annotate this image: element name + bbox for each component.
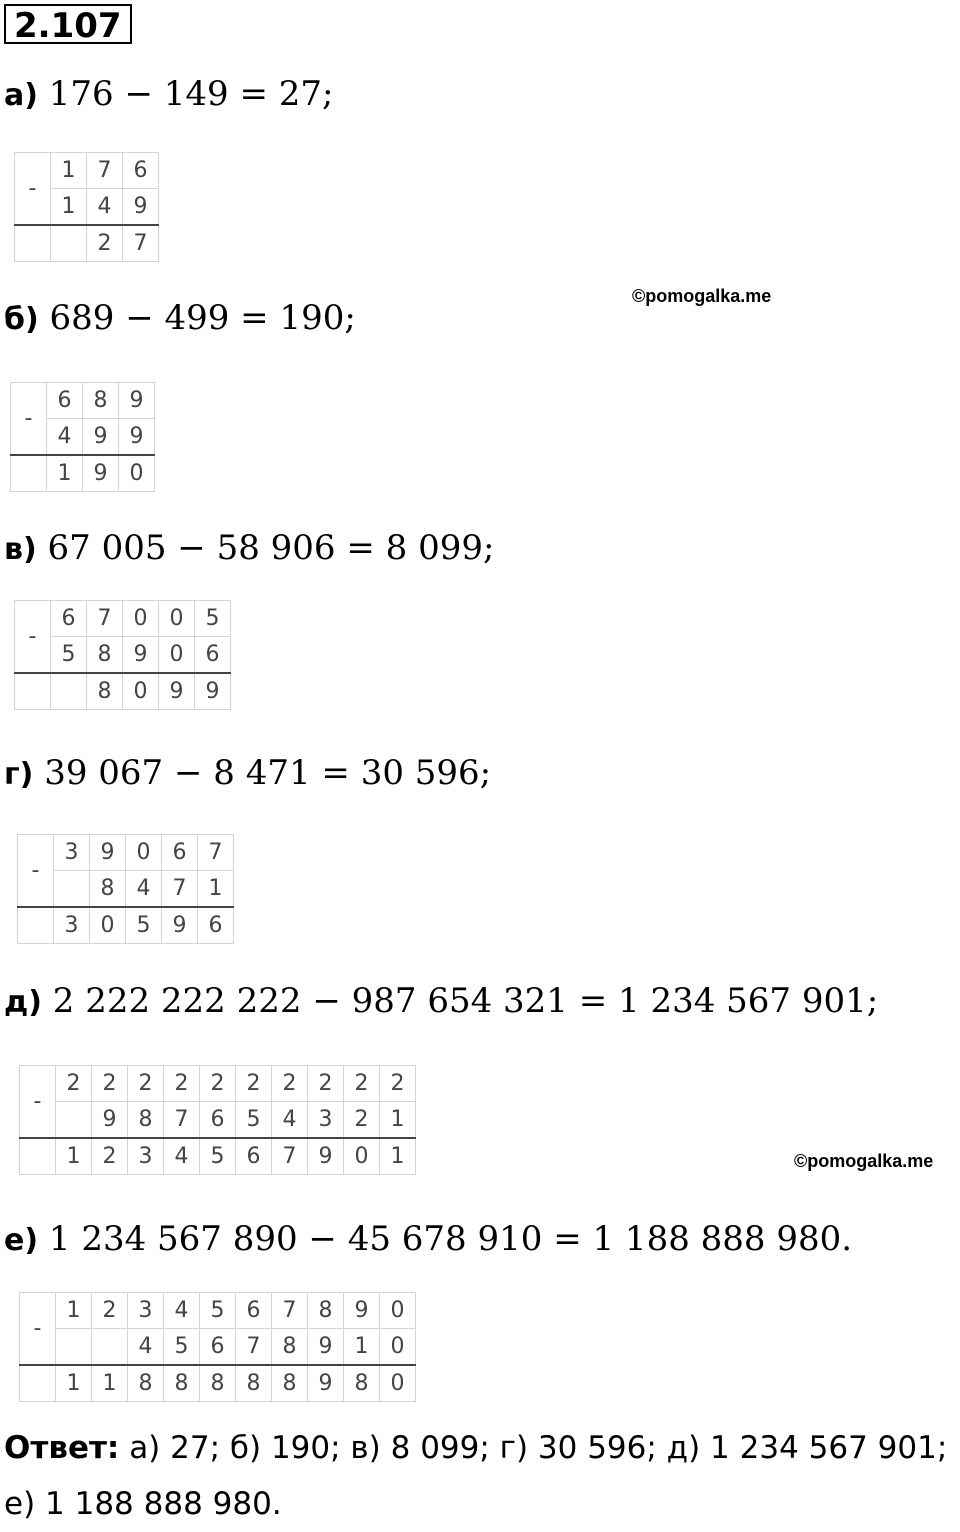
grid-digit: 4 xyxy=(47,419,83,456)
grid-digit: 1 xyxy=(56,1365,92,1402)
item-label: а) xyxy=(4,78,38,113)
grid-digit: 2 xyxy=(308,1066,344,1102)
grid-digit xyxy=(56,1102,92,1139)
grid-digit: 9 xyxy=(119,419,155,456)
answer-label: Ответ: xyxy=(4,1430,120,1466)
grid-digit: 8 xyxy=(200,1365,236,1402)
minus-sign: - xyxy=(11,383,47,456)
grid-digit: 6 xyxy=(47,383,83,419)
grid-cell-empty xyxy=(20,1138,56,1175)
grid-cell-empty xyxy=(18,907,54,944)
grid-digit: 9 xyxy=(123,189,159,226)
grid-cell-empty xyxy=(11,455,47,492)
grid-digit: 2 xyxy=(92,1138,128,1175)
grid-digit: 0 xyxy=(159,637,195,674)
grid-digit: 2 xyxy=(56,1066,92,1102)
grid-digit: 0 xyxy=(123,601,159,637)
grid-digit: 1 xyxy=(198,871,234,908)
equation-e xyxy=(4,1219,852,1261)
grid-digit: 7 xyxy=(162,871,198,908)
grid-digit: 0 xyxy=(119,455,155,492)
grid-digit: 1 xyxy=(51,153,87,189)
equation-g xyxy=(4,753,491,795)
grid-digit: 1 xyxy=(47,455,83,492)
grid-row-result xyxy=(20,1365,416,1402)
grid-digit: 1 xyxy=(380,1138,416,1175)
grid-digit: 0 xyxy=(380,1293,416,1329)
problem-number: 2.107 xyxy=(4,4,132,44)
grid-digit: 1 xyxy=(380,1102,416,1139)
grid-digit: 7 xyxy=(272,1293,308,1329)
grid-digit: 8 xyxy=(272,1329,308,1366)
grid-digit: 5 xyxy=(195,601,231,637)
equation-text: 1 234 567 890 − 45 678 910 = 1 188 888 980. xyxy=(48,1219,853,1259)
grid-digit: 6 xyxy=(162,835,198,871)
grid-digit: 8 xyxy=(272,1365,308,1402)
item-label: д) xyxy=(4,985,42,1020)
grid-digit: 9 xyxy=(83,455,119,492)
grid-digit: 8 xyxy=(344,1365,380,1402)
grid-digit: 5 xyxy=(200,1138,236,1175)
subtraction-grid-g xyxy=(17,834,234,944)
grid-digit: 9 xyxy=(308,1138,344,1175)
grid-digit: 4 xyxy=(126,871,162,908)
subtraction-grid-d xyxy=(19,1065,416,1175)
item-label: в) xyxy=(4,532,37,567)
grid-digit: 8 xyxy=(87,673,123,710)
grid-digit: 2 xyxy=(128,1066,164,1102)
subtraction-grid-v xyxy=(14,600,231,710)
grid-digit: 2 xyxy=(92,1293,128,1329)
grid-digit: 3 xyxy=(308,1102,344,1139)
minus-sign: - xyxy=(20,1293,56,1366)
grid-digit: 7 xyxy=(164,1102,200,1139)
grid-digit: 4 xyxy=(272,1102,308,1139)
grid-digit: 1 xyxy=(56,1138,92,1175)
watermark: ©pomogalka.me xyxy=(632,286,772,306)
grid-digit: 8 xyxy=(128,1102,164,1139)
subtraction-grid-b xyxy=(10,382,155,492)
grid-digit: 9 xyxy=(308,1329,344,1366)
item-label: г) xyxy=(4,757,34,792)
grid-row-result xyxy=(15,673,231,710)
grid-digit: 0 xyxy=(380,1329,416,1366)
grid-digit xyxy=(51,673,87,710)
grid-digit: 8 xyxy=(236,1365,272,1402)
equation-v xyxy=(4,528,494,570)
equation-text: 689 − 499 = 190; xyxy=(49,298,356,338)
grid-digit: 8 xyxy=(164,1365,200,1402)
grid-digit: 6 xyxy=(198,907,234,944)
grid-digit: 1 xyxy=(344,1329,380,1366)
grid-digit: 3 xyxy=(54,907,90,944)
grid-digit: 8 xyxy=(128,1365,164,1402)
grid-digit: 9 xyxy=(123,637,159,674)
equation-a xyxy=(4,74,334,116)
grid-digit: 2 xyxy=(380,1066,416,1102)
grid-row-minuend xyxy=(20,1293,416,1329)
grid-digit: 9 xyxy=(195,673,231,710)
grid-digit: 2 xyxy=(344,1102,380,1139)
grid-digit: 2 xyxy=(272,1066,308,1102)
grid-digit: 4 xyxy=(164,1138,200,1175)
grid-digit: 1 xyxy=(51,189,87,226)
grid-row-minuend xyxy=(15,153,159,189)
grid-digit: 5 xyxy=(126,907,162,944)
grid-digit xyxy=(56,1329,92,1366)
grid-digit: 2 xyxy=(87,225,123,262)
grid-digit: 8 xyxy=(87,637,123,674)
grid-digit: 0 xyxy=(344,1138,380,1175)
grid-digit: 7 xyxy=(236,1329,272,1366)
grid-digit: 2 xyxy=(92,1066,128,1102)
grid-row-minuend xyxy=(11,383,155,419)
grid-digit: 0 xyxy=(123,673,159,710)
grid-digit: 6 xyxy=(51,601,87,637)
equation-d xyxy=(4,981,878,1023)
grid-digit: 3 xyxy=(128,1138,164,1175)
grid-digit: 5 xyxy=(236,1102,272,1139)
answer-text: а) 27; б) 190; в) 8 099; г) 30 596; д) 1 234 567 901; е) 1 188 888 980. xyxy=(4,1430,948,1522)
grid-digit: 2 xyxy=(164,1066,200,1102)
grid-digit: 0 xyxy=(126,835,162,871)
answer-block xyxy=(4,1420,956,1532)
grid-digit: 1 xyxy=(56,1293,92,1329)
grid-digit: 5 xyxy=(164,1329,200,1366)
grid-digit: 6 xyxy=(200,1329,236,1366)
grid-digit: 3 xyxy=(54,835,90,871)
grid-digit: 2 xyxy=(200,1066,236,1102)
minus-sign: - xyxy=(18,835,54,908)
equation-text: 176 − 149 = 27; xyxy=(48,74,334,114)
grid-digit: 9 xyxy=(159,673,195,710)
grid-digit: 6 xyxy=(236,1293,272,1329)
grid-row-result xyxy=(20,1138,416,1175)
grid-digit: 6 xyxy=(200,1102,236,1139)
equation-text: 2 222 222 222 − 987 654 321 = 1 234 567 901; xyxy=(52,981,879,1021)
grid-digit: 3 xyxy=(128,1293,164,1329)
grid-digit: 9 xyxy=(308,1365,344,1402)
grid-digit: 7 xyxy=(123,225,159,262)
grid-cell-empty xyxy=(15,225,51,262)
grid-digit: 8 xyxy=(90,871,126,908)
grid-digit xyxy=(54,871,90,908)
watermark: ©pomogalka.me xyxy=(794,1151,934,1171)
grid-cell-empty xyxy=(15,673,51,710)
grid-digit: 7 xyxy=(87,153,123,189)
grid-row-result xyxy=(11,455,155,492)
grid-digit: 4 xyxy=(128,1329,164,1366)
item-label: б) xyxy=(4,302,39,337)
grid-digit: 4 xyxy=(87,189,123,226)
grid-digit: 9 xyxy=(83,419,119,456)
equation-text: 67 005 − 58 906 = 8 099; xyxy=(47,528,495,568)
grid-row-minuend xyxy=(18,835,234,871)
grid-digit: 5 xyxy=(51,637,87,674)
grid-row-result xyxy=(18,907,234,944)
equation-b xyxy=(4,298,356,340)
grid-digit: 9 xyxy=(92,1102,128,1139)
grid-digit: 2 xyxy=(344,1066,380,1102)
grid-digit: 9 xyxy=(162,907,198,944)
subtraction-grid-a xyxy=(14,152,159,262)
grid-digit: 1 xyxy=(92,1365,128,1402)
grid-digit: 6 xyxy=(123,153,159,189)
grid-digit xyxy=(51,225,87,262)
item-label: е) xyxy=(4,1223,39,1258)
grid-digit: 0 xyxy=(159,601,195,637)
grid-digit: 2 xyxy=(236,1066,272,1102)
grid-digit: 0 xyxy=(380,1365,416,1402)
grid-row-minuend xyxy=(20,1066,416,1102)
minus-sign: - xyxy=(20,1066,56,1139)
grid-digit xyxy=(92,1329,128,1366)
grid-digit: 6 xyxy=(195,637,231,674)
subtraction-grid-e xyxy=(19,1292,416,1402)
grid-digit: 7 xyxy=(272,1138,308,1175)
minus-sign: - xyxy=(15,153,51,226)
equation-text: 39 067 − 8 471 = 30 596; xyxy=(44,753,492,793)
grid-digit: 0 xyxy=(90,907,126,944)
grid-digit: 7 xyxy=(198,835,234,871)
grid-digit: 7 xyxy=(87,601,123,637)
grid-digit: 8 xyxy=(308,1293,344,1329)
grid-digit: 9 xyxy=(90,835,126,871)
grid-digit: 5 xyxy=(200,1293,236,1329)
minus-sign: - xyxy=(15,601,51,674)
grid-row-result xyxy=(15,225,159,262)
grid-row-minuend xyxy=(15,601,231,637)
grid-digit: 6 xyxy=(236,1138,272,1175)
grid-digit: 9 xyxy=(119,383,155,419)
grid-digit: 4 xyxy=(164,1293,200,1329)
grid-digit: 9 xyxy=(344,1293,380,1329)
grid-digit: 8 xyxy=(83,383,119,419)
grid-row-subtrahend xyxy=(20,1329,416,1366)
grid-cell-empty xyxy=(20,1365,56,1402)
grid-row-subtrahend xyxy=(20,1102,416,1139)
